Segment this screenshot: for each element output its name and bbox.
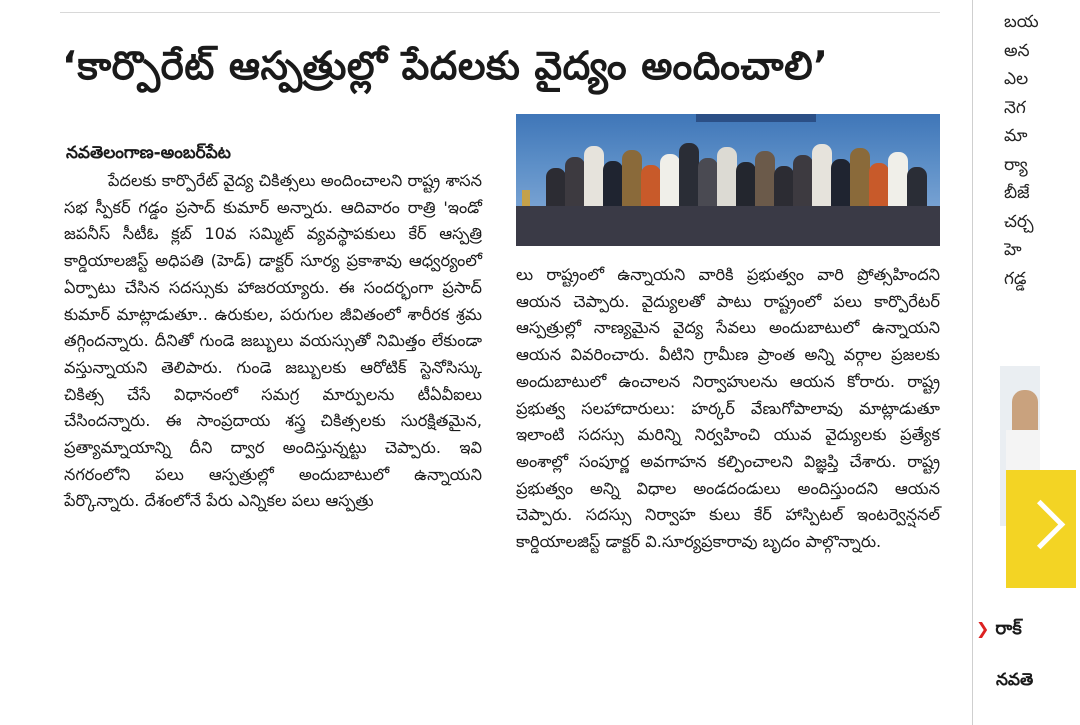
related-article-source: నవతె: [996, 670, 1034, 690]
stage-floor: [516, 206, 940, 246]
stage-banner: [696, 114, 816, 122]
article-column-1: [64, 168, 482, 515]
event-photo: [516, 114, 940, 246]
article-column-2: [516, 262, 940, 556]
next-page-button[interactable]: [1006, 470, 1076, 588]
chevron-right-icon: [1016, 500, 1065, 549]
triangle-right-icon: ❯: [976, 619, 990, 638]
fragment-line: మా: [1004, 126, 1028, 146]
fragment-line: అన: [1004, 40, 1030, 61]
column-divider: [972, 0, 973, 725]
fragment-line: బయ: [1004, 12, 1039, 32]
fragment-line: ర్యా: [1004, 154, 1028, 175]
fragment-line: ఎల: [1004, 69, 1029, 89]
column-1-text: పేదలకు కార్పొరేట్‌ వైద్య చికిత్సలు అందించాలని రాష్ట్ర శాసన సభ స్పీకర్‌ గడ్డం ప్రసాద్‌ కుమార్‌ అన్నారు. ఆదివారం రాత్రి 'ఇండో జపనీస్‌ సీటీఓ క్లబ్‌ 10వ సమ్మిట్‌ వ్యవస్థాపకులు కేర్‌ ఆస్పత్రి కార్డియాలజిస్ట్‌ అధిపతి (హెడ్‌) డాక్టర్‌ సూర్య ప్రకాశావు ఆధ్వర్యంలో ఏర్పాటు చేసిన సదస్సుకు హాజరయ్యారు. ఈ సందర్భంగా ప్రసాద్‌ కుమార్‌ మాట్లాడుతూ.. ఉరుకుల, పరుగుల జీవితంలో శారీరక శ్రమ తగ్గిందన్నారు. దీనితో గుండె జబ్బులు వయస్సుతో నిమిత్తం లేకుండా వస్తున్నాయని తెలిపారు. గుండె జబ్బులకు ఆరోటిక్‌ స్టెనోసిస్కు చికిత్స చేసే విధానంలో సమగ్ర మార్పులను టీఏవీఐలు చేసిందన్నారు. ఈ సాంప్రదాయ శస్త్ర చికిత్సలకు సురక్షితమైన, ప్రత్యామ్నాయాన్ని దీని ద్వార అందిస్తున్నట్టు చెప్పారు. ఇవి నగరంలోని పలు ఆస్పత్రుల్లో అందుబాటులో ఉన్నాయని పేర్కొన్నారు. దేశంలోనే పేరు ఎన్నికల పలు ఆస్పత్రు: [64, 171, 482, 511]
related-article-link[interactable]: [976, 618, 1022, 643]
column-2-text: లు రాష్ట్రంలో ఉన్నాయని వారికి ప్రభుత్వం వారి ప్రోత్సహిందని ఆయన చెప్పారు. వైద్యులతో పాటు రాష్ట్రంలో పలు కార్పొరేటర్‌ ఆస్పత్రుల్లో నాణ్యమైన వైద్య సేవలు అందుబాటులో ఉన్నాయని ఆయన వివరించారు. వీటిని గ్రామీణ ప్రాంత అన్ని వర్గాల ప్రజలకు అందుబాటులో ఉంచాలన నిర్వాహులను ఆయన కోరారు. రాష్ట్ర ప్రభుత్వ సలహాదారులు: హర్కర్‌ వేణుగోపాలావు మాట్లాడుతూ ఇలాంటి సదస్సు మరిన్ని నిర్వహించి యువ వైద్యులకు ప్రత్యేక అంశాల్లో సంపూర్ణ అవగాహన కల్పించాలని విజ్ఞప్తి చేశారు. రాష్ట్ర ప్రభుత్వం అన్ని విధాల అండదండులు అందిస్తుందని ఆయన చెప్పారు. సదస్సు నిర్వాహ కులు కేర్‌ హాస్పిటల్‌ ఇంటర్వెన్షనల్‌ కార్డియాలజిస్ట్‌ డాక్టర్‌ వి.సూర్యప్రకారావు బృదం పాల్గొన్నారు.: [516, 265, 940, 552]
fragment-line: నెగ: [1004, 97, 1026, 118]
top-rule: [60, 12, 940, 13]
fragment-line: హె: [1004, 240, 1022, 260]
fragment-line: బీజే: [1004, 183, 1030, 203]
article-dateline: నవతెలంగాణ-అంబర్‌పేట: [66, 143, 231, 163]
fragment-line: చర్చ: [1004, 211, 1034, 232]
related-article-title: రాక్: [995, 618, 1022, 639]
article-headline: ‘కార్పొరేట్‌ ఆస్పత్రుల్లో పేదలకు వైద్యం అందించాలి’: [62, 44, 829, 89]
fragment-line: గడ్డ: [1004, 268, 1027, 289]
adjacent-article-text: [1004, 8, 1080, 293]
